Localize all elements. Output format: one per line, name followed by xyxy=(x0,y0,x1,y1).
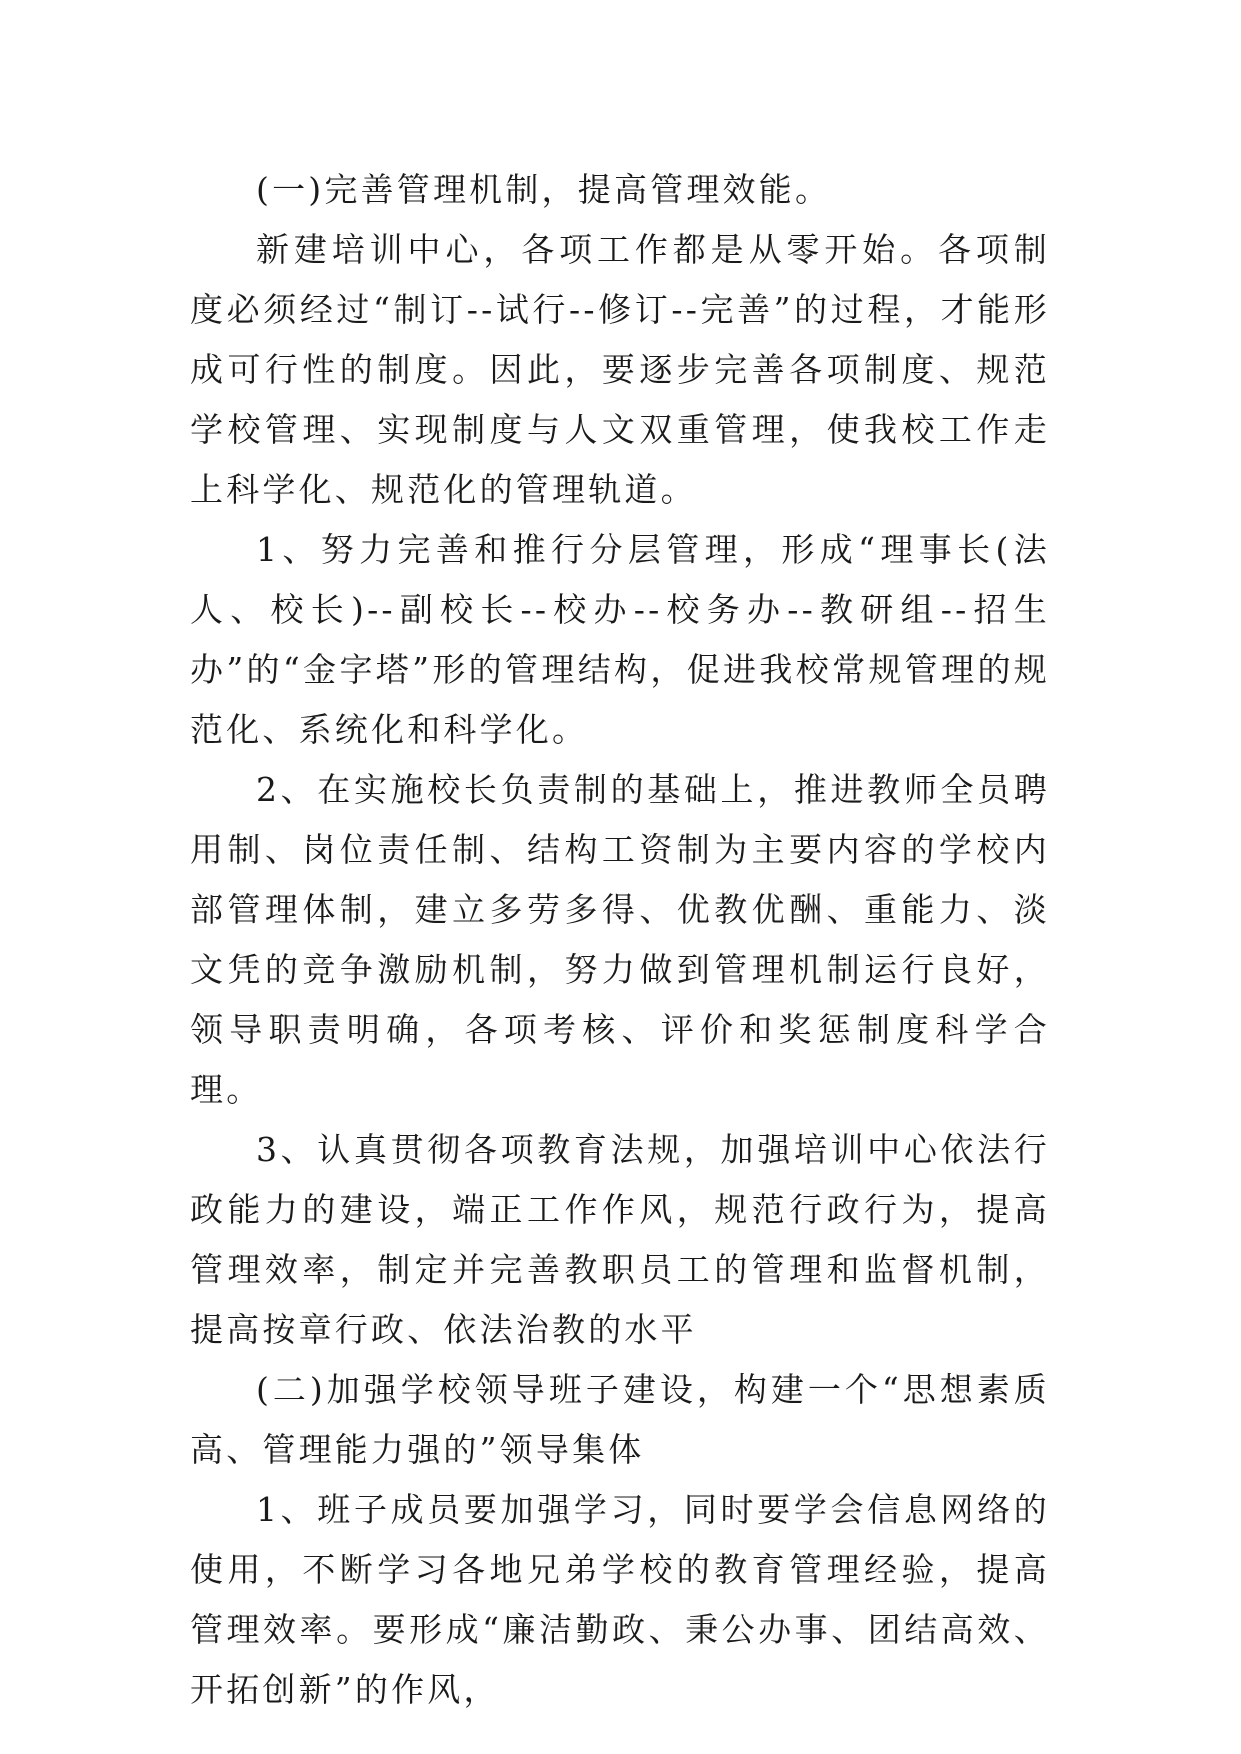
section-heading-2: (二)加强学校领导班子建设，构建一个“思想素质高、管理能力强的”领导集体 xyxy=(190,1370,1050,1469)
document-body xyxy=(190,160,1050,1720)
paragraph-item-1: 1、努力完善和推行分层管理，形成“理事长(法人、校长)--副校长--校办--校务办--教研组--招生办”的“金字塔”形的管理结构，促进我校常规管理的规范化、系统化和科学化。 xyxy=(190,530,1050,749)
section-heading-1: (一)完善管理机制，提高管理效能。 xyxy=(256,170,832,209)
paragraph-intro: 新建培训中心，各项工作都是从零开始。各项制度必须经过“制订--试行--修订--完善”的过程，才能形成可行性的制度。因此，要逐步完善各项制度、规范学校管理、实现制度与人文双重管理，使我校工作走上科学化、规范化的管理轨道。 xyxy=(190,230,1050,509)
paragraph-item-3: 3、认真贯彻各项教育法规，加强培训中心依法行政能力的建设，端正工作作风，规范行政行为，提高管理效率，制定并完善教职员工的管理和监督机制，提高按章行政、依法治教的水平 xyxy=(190,1130,1050,1349)
paragraph-item-2: 2、在实施校长负责制的基础上，推进教师全员聘用制、岗位责任制、结构工资制为主要内容的学校内部管理体制，建立多劳多得、优教优酬、重能力、淡文凭的竞争激励机制，努力做到管理机制运行良好，领导职责明确，各项考核、评价和奖惩制度科学合理。 xyxy=(190,770,1050,1109)
paragraph-item-4: 1、班子成员要加强学习，同时要学会信息网络的使用，不断学习各地兄弟学校的教育管理经验，提高管理效率。要形成“廉洁勤政、秉公办事、团结高效、开拓创新”的作风， xyxy=(190,1490,1050,1709)
